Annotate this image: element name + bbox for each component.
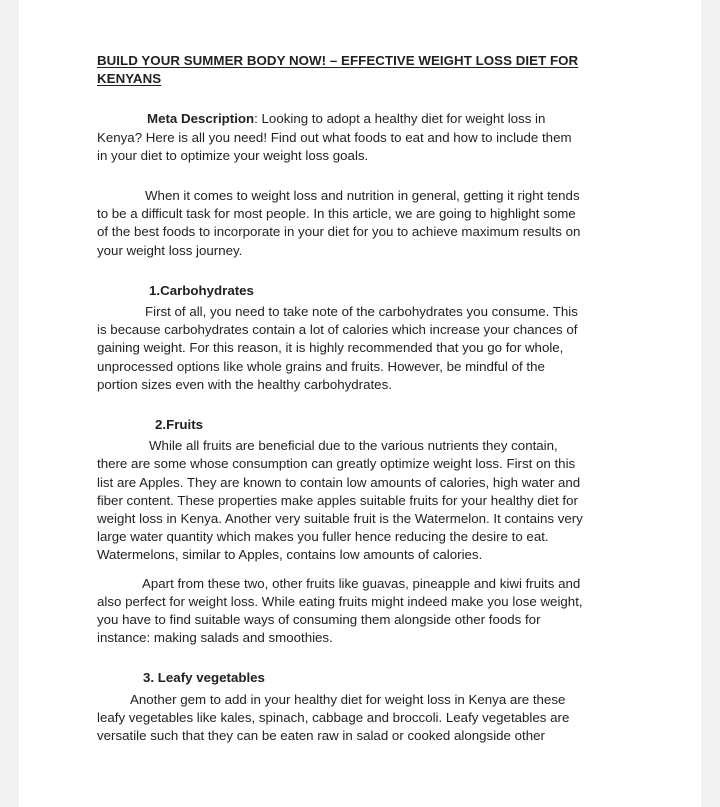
meta-description-text: Looking to adopt a healthy diet for weight loss in Kenya? Here is all you need! Find out what foods to eat and how to include them in your diet to optimize your weight loss goals. (97, 111, 572, 163)
spacer (97, 260, 584, 282)
section-heading-fruits: 2.Fruits (155, 417, 204, 433)
document-page (19, 0, 701, 807)
document-content (97, 52, 584, 745)
spacer (97, 394, 584, 416)
intro-paragraph: When it comes to weight loss and nutrition in general, getting it right tends to be a difficult task for most people. In this article, we are going to highlight some of the best foods to incorporate in your diet for you to achieve maximum results on your weight loss journey. (97, 188, 581, 258)
meta-description-paragraph (97, 110, 584, 165)
section-heading-carbohydrates: 1.Carbohydrates (149, 282, 254, 298)
section-heading-leafy-vegetables: 3. Leafy vegetables (143, 670, 265, 686)
section-body-leafy-vegetables: Another gem to add in your healthy diet for weight loss in Kenya are these leafy vegetables like kales, spinach, cabbage and broccoli. Leafy vegetables are versatile such that they can be eaten raw in salad or cooked alongside other (97, 691, 570, 744)
spacer (97, 565, 584, 575)
spacer (97, 647, 584, 669)
meta-description-label: Meta Description (147, 111, 255, 127)
section-body-fruits: While all fruits are beneficial due to the various nutrients they contain, there are some whose consumption can greatly optimize weight loss. First on this list are Apples. They are known to contain low amounts of calories, high water and fiber content. These properties make apples suitable fruits for your healthy diet for weight loss in Kenya. Another very suitable fruit is the Watermelon. It contains very large water quantity which makes you fuller hence reducing the desire to eat. Watermelons, similar to Apples, contains low amounts of calories. (97, 438, 583, 563)
section-body-carbohydrates: First of all, you need to take note of the carbohydrates you consume. This is because carbohydrates contain a lot of calories which increase your chances of gaining weight. For this reason, it is highly recommended that you go for whole, unprocessed options like whole grains and fruits. However, be mindful of the portion sizes even with the healthy carbohydrates. (97, 304, 578, 392)
spacer (97, 88, 584, 110)
section-body-fruits-continued: Apart from these two, other fruits like guavas, pineapple and kiwi fruits and also perfect for weight loss. While eating fruits might indeed make you lose weight, you have to find suitable ways of consuming them alongside other foods for instance: making salads and smoothies. (97, 575, 583, 646)
meta-description-separator: : (254, 111, 262, 127)
spacer (97, 165, 584, 187)
page-title: BUILD YOUR SUMMER BODY NOW! – EFFECTIVE WEIGHT LOSS DIET FOR KENYANS (97, 53, 579, 87)
